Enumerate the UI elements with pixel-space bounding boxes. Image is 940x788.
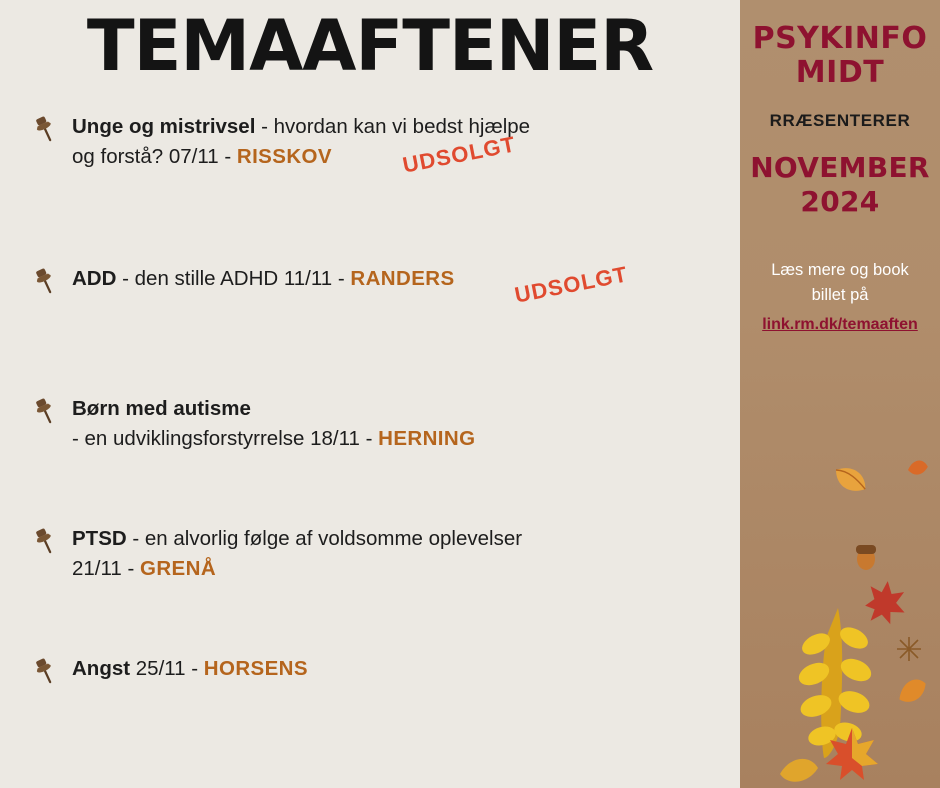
- list-item: [24, 394, 740, 490]
- leaf-icon: [826, 728, 878, 780]
- event-city: HERNING: [378, 427, 476, 451]
- leaf-icon: [906, 458, 929, 476]
- event-line: [72, 112, 740, 143]
- pushpin-icon: [30, 396, 60, 426]
- month-name: NOVEMBER: [750, 151, 930, 185]
- year: 2024: [800, 185, 880, 219]
- event-title: PTSD: [72, 526, 127, 550]
- event-detail: 21/11 -: [72, 557, 140, 581]
- leaf-icon: [863, 578, 910, 626]
- event-line: [72, 524, 740, 555]
- booking-info: [740, 258, 940, 338]
- leaf-icon: [795, 608, 874, 758]
- pushpin-icon: [30, 656, 60, 686]
- event-title: Børn med autisme: [72, 396, 251, 420]
- pushpin-icon: [30, 266, 60, 296]
- event-detail: og forstå? 07/11 -: [72, 145, 237, 169]
- event-line: [72, 554, 740, 585]
- event-detail: - en udviklingsforstyrrelse 18/11 -: [72, 427, 379, 451]
- status-badge: UDSOLGT: [400, 130, 518, 178]
- event-line: [72, 424, 740, 455]
- event-title: ADD: [72, 266, 117, 290]
- event-detail: - den stille ADHD 11/11 -: [116, 266, 351, 290]
- event-detail: 25/11 -: [130, 656, 204, 680]
- page-title: TEMAAFTENER: [86, 5, 654, 87]
- event-line: [72, 264, 740, 295]
- event-city: HORSENS: [203, 656, 308, 680]
- leaf-icon: [895, 676, 930, 705]
- event-line: [72, 394, 740, 425]
- list-item: [24, 654, 740, 704]
- list-item: [24, 112, 740, 230]
- list-item: [24, 260, 740, 360]
- month-label: [740, 151, 940, 219]
- leaf-icon: [780, 759, 818, 782]
- pushpin-icon: [30, 114, 60, 144]
- booking-line-2: billet på: [811, 286, 869, 305]
- brand-name: [740, 22, 940, 89]
- event-detail: - en alvorlig følge af voldsomme oplevelser: [126, 526, 523, 550]
- event-line: [72, 654, 740, 685]
- list-item: [24, 524, 740, 620]
- status-badge: UDSOLGT: [512, 260, 630, 308]
- event-title: Unge og mistrivsel: [72, 114, 256, 138]
- events-list: [0, 112, 740, 704]
- event-title: Angst: [72, 656, 131, 680]
- event-city: RISSKOV: [236, 145, 332, 169]
- pushpin-icon: [30, 526, 60, 556]
- leaf-icon: [831, 464, 870, 495]
- brand-line-1: PSYKINFO: [752, 21, 928, 56]
- booking-link[interactable]: link.rm.dk/temaaften: [762, 315, 918, 333]
- sidebar: [740, 0, 940, 788]
- presents-label: RRÆSENTERER: [769, 111, 911, 131]
- seed-icon: [897, 637, 921, 661]
- acorn-icon: [856, 545, 876, 570]
- event-city: GRENÅ: [140, 557, 217, 581]
- event-city: RANDERS: [350, 266, 455, 290]
- event-detail: - hvordan kan vi bedst hjælpe: [255, 114, 531, 138]
- booking-line-1: Læs mere og book: [771, 260, 909, 279]
- brand-line-2: MIDT: [795, 54, 885, 90]
